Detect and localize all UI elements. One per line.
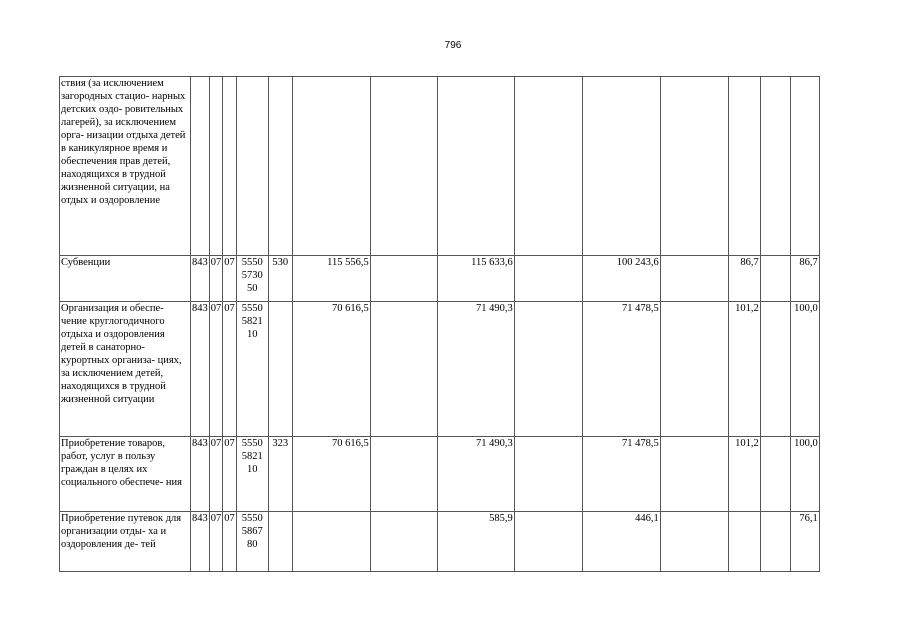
- ministry-code-cell: 843: [191, 302, 210, 437]
- ministry-code-cell: 843: [191, 512, 210, 572]
- pct-initial-cell: 86,7: [728, 256, 760, 302]
- budget-table: [59, 76, 820, 572]
- target-article-cell: 5550 5821 10: [236, 302, 268, 437]
- plan-initial-cell: 115 556,5: [292, 256, 370, 302]
- ministry-code-cell: 843: [191, 437, 210, 512]
- plan-revised-cell: 585,9: [437, 512, 514, 572]
- pct-revised-cell: 76,1: [790, 512, 819, 572]
- plan-revised-cell: 115 633,6: [437, 256, 514, 302]
- pct-initial-cell: 101,2: [728, 437, 760, 512]
- empty-cell: [370, 256, 437, 302]
- subsection-code-cell: 07: [223, 302, 237, 437]
- empty-cell: [514, 302, 582, 437]
- row-name-cell: Организация и обеспе- чение круглогодичного отдыха и оздоровления детей в санаторно- курортных организа- циях, за исключением детей, находящихся в трудной жизненной ситуации: [60, 302, 191, 437]
- page-number: 796: [444, 40, 462, 51]
- subsection-code-cell: [223, 77, 237, 256]
- empty-cell: [660, 302, 728, 437]
- table-row: [60, 256, 820, 302]
- plan-initial-cell: [292, 77, 370, 256]
- empty-cell: [514, 256, 582, 302]
- table-row: [60, 302, 820, 437]
- section-code-cell: 07: [209, 512, 223, 572]
- empty-cell: [660, 256, 728, 302]
- plan-revised-cell: [437, 77, 514, 256]
- actual-cell: [582, 77, 660, 256]
- actual-cell: 446,1: [582, 512, 660, 572]
- ministry-code-cell: 843: [191, 256, 210, 302]
- actual-cell: 100 243,6: [582, 256, 660, 302]
- row-name-cell: ствия (за исключением загородных стацио- нарных детских оздо- ровительных лагерей), за исключением орга- низации отдыха детей в каникулярное время и обеспечения прав детей, находящихся в трудной жизненной ситуации, на отдых и оздоровление: [60, 77, 191, 256]
- actual-cell: 71 478,5: [582, 302, 660, 437]
- expense-type-cell: [268, 302, 292, 437]
- empty-cell: [760, 77, 790, 256]
- pct-revised-cell: 86,7: [790, 256, 819, 302]
- empty-cell: [514, 512, 582, 572]
- empty-cell: [660, 512, 728, 572]
- row-name-cell: Субвенции: [60, 256, 191, 302]
- empty-cell: [660, 437, 728, 512]
- empty-cell: [370, 437, 437, 512]
- empty-cell: [660, 77, 728, 256]
- pct-revised-cell: 100,0: [790, 302, 819, 437]
- row-name-cell: Приобретение путевок для организации отды- ха и оздоровления де- тей: [60, 512, 191, 572]
- expense-type-cell: [268, 512, 292, 572]
- plan-revised-cell: 71 490,3: [437, 302, 514, 437]
- expense-type-cell: [268, 77, 292, 256]
- section-code-cell: 07: [209, 437, 223, 512]
- expense-type-cell: 323: [268, 437, 292, 512]
- row-name-cell: Приобретение товаров, работ, услуг в пользу граждан в целях их социального обеспече- ния: [60, 437, 191, 512]
- pct-revised-cell: 100,0: [790, 437, 819, 512]
- pct-initial-cell: [728, 77, 760, 256]
- actual-cell: 71 478,5: [582, 437, 660, 512]
- empty-cell: [760, 437, 790, 512]
- empty-cell: [370, 302, 437, 437]
- empty-cell: [760, 256, 790, 302]
- plan-initial-cell: 70 616,5: [292, 302, 370, 437]
- table-row: [60, 437, 820, 512]
- plan-initial-cell: [292, 512, 370, 572]
- plan-initial-cell: 70 616,5: [292, 437, 370, 512]
- target-article-cell: [236, 77, 268, 256]
- pct-revised-cell: [790, 77, 819, 256]
- section-code-cell: [209, 77, 223, 256]
- target-article-cell: 5550 5730 50: [236, 256, 268, 302]
- subsection-code-cell: 07: [223, 512, 237, 572]
- target-article-cell: 5550 5821 10: [236, 437, 268, 512]
- expense-type-cell: 530: [268, 256, 292, 302]
- empty-cell: [514, 77, 582, 256]
- section-code-cell: 07: [209, 256, 223, 302]
- empty-cell: [370, 512, 437, 572]
- plan-revised-cell: 71 490,3: [437, 437, 514, 512]
- section-code-cell: 07: [209, 302, 223, 437]
- pct-initial-cell: [728, 512, 760, 572]
- ministry-code-cell: [191, 77, 210, 256]
- pct-initial-cell: 101,2: [728, 302, 760, 437]
- table-row: [60, 512, 820, 572]
- subsection-code-cell: 07: [223, 256, 237, 302]
- empty-cell: [370, 77, 437, 256]
- table-row: [60, 77, 820, 256]
- empty-cell: [514, 437, 582, 512]
- target-article-cell: 5550 5867 80: [236, 512, 268, 572]
- empty-cell: [760, 302, 790, 437]
- empty-cell: [760, 512, 790, 572]
- subsection-code-cell: 07: [223, 437, 237, 512]
